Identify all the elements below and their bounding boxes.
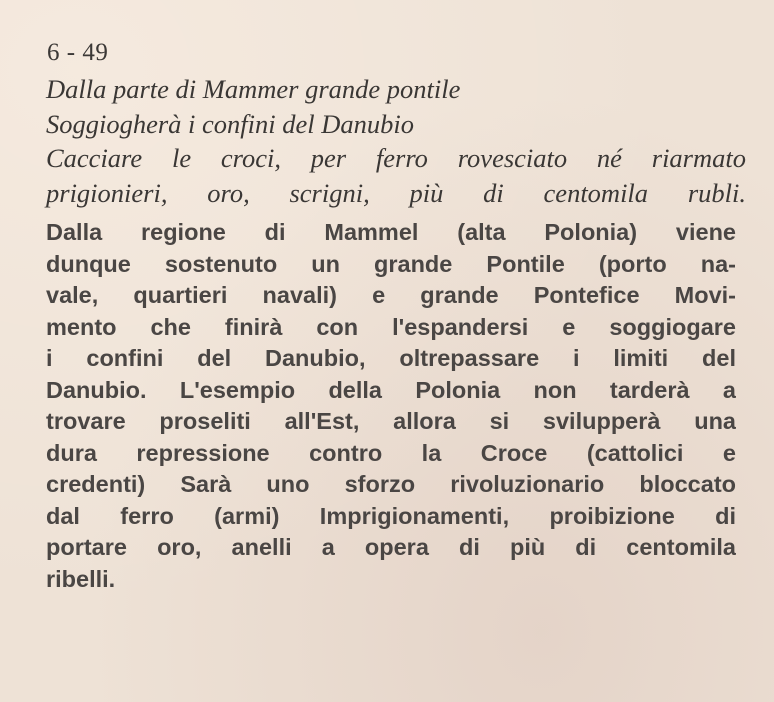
commentary-line: mento che finirà con l'espandersi e soggiogare [46, 313, 736, 340]
verse-line: Cacciare le croci, per ferro rovesciato né riarmato [46, 143, 746, 173]
commentary-line: dunque sostenuto un grande Pontile (porto na- [46, 250, 736, 277]
commentary-line: portare oro, anelli a opera di più di centomila [46, 534, 736, 560]
commentary-line: Dalla regione di Mammel (alta Polonia) viene [46, 219, 736, 245]
verse-line: Soggiogherà i confini del Danubio [46, 108, 415, 139]
commentary-line: ribelli. [46, 565, 116, 592]
quatrain-reference: 6 - 49 [47, 39, 109, 66]
commentary-line: Danubio. L'esempio della Polonia non tarderà a [46, 376, 736, 403]
quatrain-verse [46, 72, 746, 210]
verse-line: Dalla parte di Mammer grande pontile [46, 74, 461, 104]
commentary-line: vale, quartieri navali) e grande Pontefice Movi- [46, 282, 736, 308]
commentary-line: i confini del Danubio, oltrepassare i limiti del [46, 345, 736, 371]
commentary-paragraph [46, 217, 736, 595]
commentary-line: trovare proseliti all'Est, allora si svilupperà una [46, 408, 736, 434]
commentary-line: dal ferro (armi) Imprigionamenti, proibizione di [46, 502, 736, 529]
commentary-line: dura repressione contro la Croce (cattolici e [46, 439, 736, 466]
verse-line: prigionieri, oro, scrigni, più di centomila rubli. [46, 177, 746, 208]
commentary-line: credenti) Sarà uno sforzo rivoluzionario bloccato [46, 471, 736, 497]
